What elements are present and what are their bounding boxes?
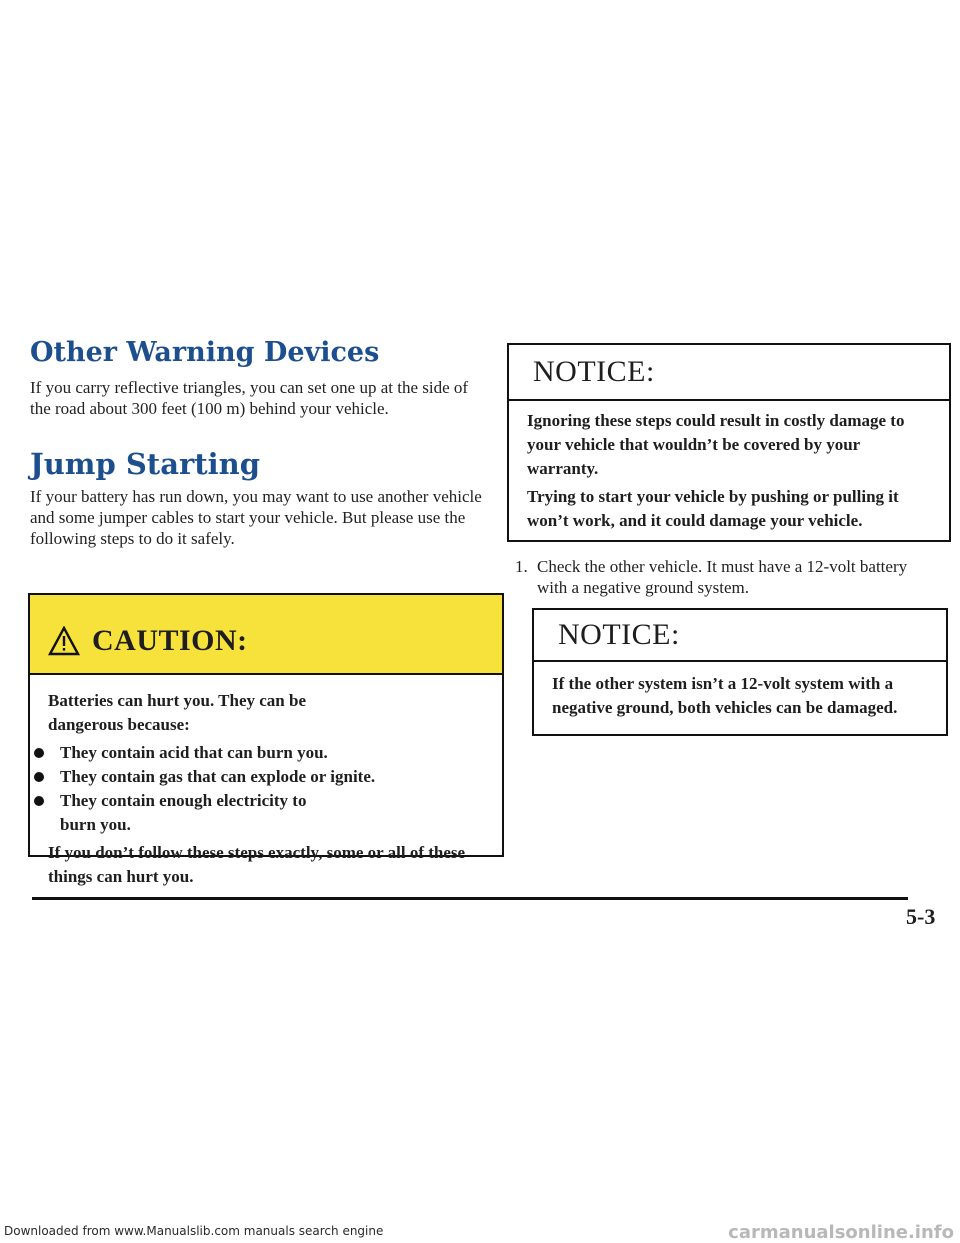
caution-box xyxy=(28,593,504,886)
step-1 xyxy=(515,556,935,598)
download-footer xyxy=(4,1224,383,1238)
watermark: carmanualsonline.info xyxy=(728,1222,954,1243)
download-footer-text[interactable]: Downloaded from www.Manualslib.com manuals search engine xyxy=(4,1224,384,1238)
caution-heading: CAUTION: xyxy=(92,624,248,657)
caution-bullet-text: They contain enough electricity to burn you. xyxy=(60,791,307,834)
caution-bullet xyxy=(60,741,484,765)
caution-bullet xyxy=(60,765,484,789)
caution-bullet-text: They contain gas that can explode or ignite. xyxy=(60,767,376,786)
notice-1-para-1: Ignoring these steps could result in costly damage to your vehicle that wouldn’t be covered by your warranty. xyxy=(527,411,905,478)
page-number: 5-3 xyxy=(906,904,936,929)
step-1-text: Check the other vehicle. It must have a 12-volt battery with a negative ground system. xyxy=(537,557,908,597)
warning-devices-title: Other Warning Devices xyxy=(30,337,380,368)
step-1-number: 1. xyxy=(515,557,528,576)
jump-starting-body: If your battery has run down, you may want to use another vehicle and some jumper cables to start your vehicle. But please use the following steps to do it safely. xyxy=(30,487,482,548)
caution-bullet xyxy=(60,789,484,837)
bullet-dot-icon xyxy=(34,772,44,782)
notice-1-para-2: Trying to start your vehicle by pushing or pulling it won’t work, and it could damage your vehicle. xyxy=(527,487,899,530)
caution-intro: Batteries can hurt you. They can be dangerous because: xyxy=(48,691,306,734)
footer-rule xyxy=(32,897,908,900)
notice-box-2 xyxy=(532,608,948,736)
caution-footer: If you don’t follow these steps exactly, some or all of these things can hurt you. xyxy=(48,843,466,886)
notice-1-heading: NOTICE: xyxy=(509,345,949,401)
notice-box-1 xyxy=(507,343,951,542)
jump-starting-title: Jump Starting xyxy=(30,447,261,481)
bullet-dot-icon xyxy=(34,796,44,806)
caution-header xyxy=(30,595,502,675)
bullet-dot-icon xyxy=(34,748,44,758)
warning-triangle-icon xyxy=(48,626,80,656)
notice-2-para-1: If the other system isn’t a 12-volt system with a negative ground, both vehicles can be damaged. xyxy=(552,674,898,717)
warning-devices-body: If you carry reflective triangles, you can set one up at the side of the road about 300 feet (100 m) behind your vehicle. xyxy=(30,378,469,418)
notice-2-heading: NOTICE: xyxy=(534,610,946,662)
caution-bullet-text: They contain acid that can burn you. xyxy=(60,743,328,762)
